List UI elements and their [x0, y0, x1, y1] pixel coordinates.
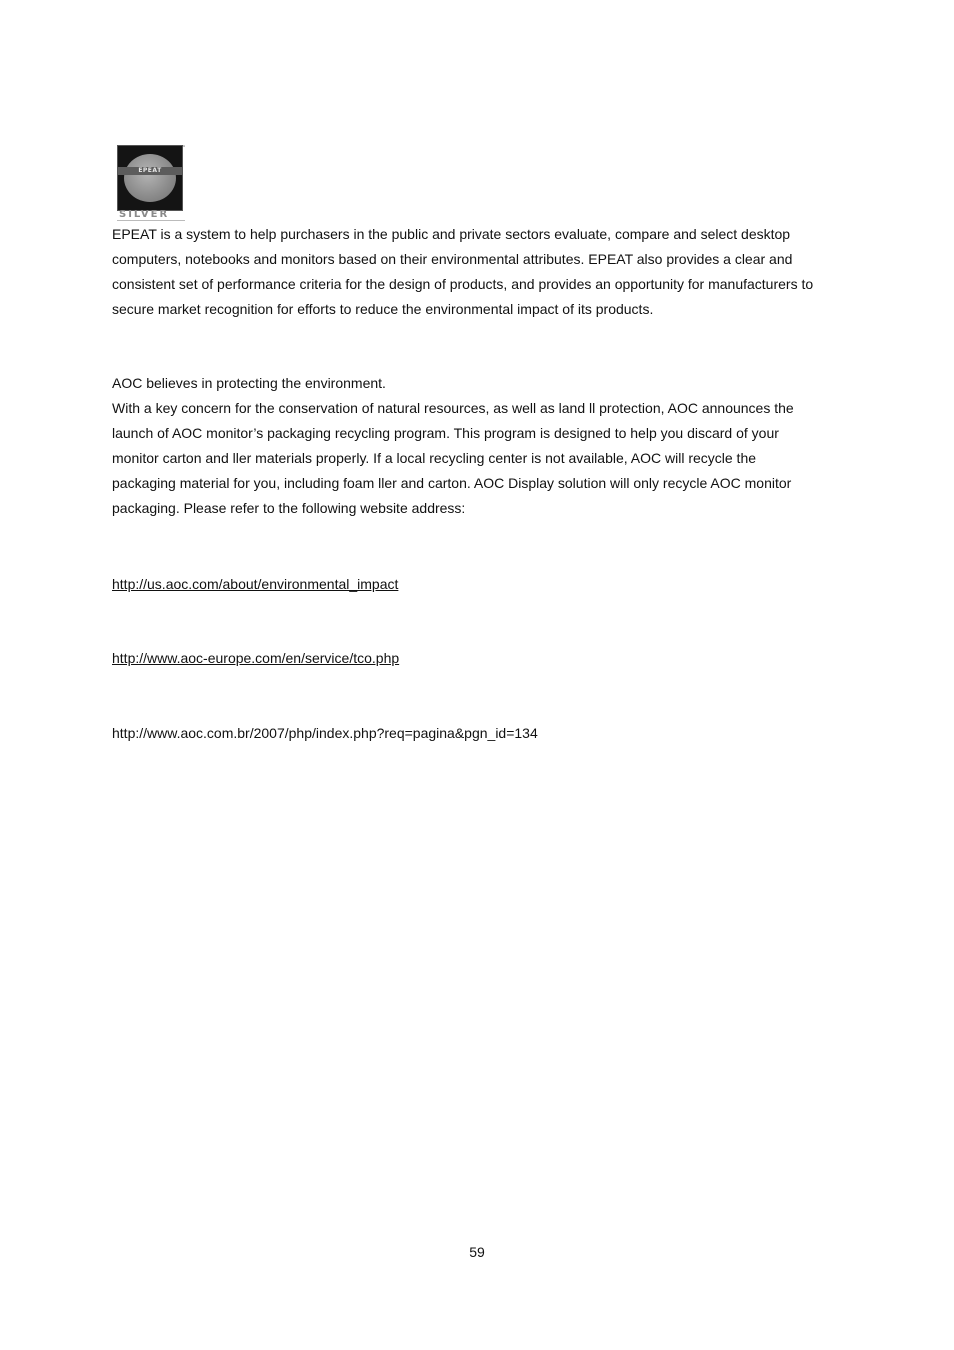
- us-environmental-link[interactable]: http://us.aoc.com/about/environmental_impact: [112, 576, 399, 592]
- paragraph-line: EPEAT is a system to help purchasers in the public and private sectors evaluate, compare and select desktop: [112, 226, 791, 242]
- epeat-logo-disc: [124, 154, 176, 202]
- paragraph-line: monitor carton and ller materials properly. If a local recycling center is not available, AOC will recycle the: [112, 450, 757, 466]
- aoc-recycling-paragraph: [112, 371, 842, 521]
- europe-service-link[interactable]: http://www.aoc-europe.com/en/service/tco.php: [112, 650, 400, 666]
- epeat-silver-logo: [117, 145, 185, 221]
- paragraph-line: packaging material for you, including foam ller and carton. AOC Display solution will only recycle AOC monitor: [112, 475, 792, 491]
- paragraph-line: With a key concern for the conservation of natural resources, as well as land ll protection, AOC announces the: [112, 400, 794, 416]
- brazil-site-url: http://www.aoc.com.br/2007/php/index.php?req=pagina&pgn_id=134: [112, 725, 538, 741]
- paragraph-line: secure market recognition for efforts to reduce the environmental impact of its products.: [112, 301, 654, 317]
- epeat-logo-trademark: ™: [181, 145, 186, 151]
- epeat-description-paragraph: [112, 222, 842, 322]
- epeat-logo-badge: [117, 145, 183, 211]
- paragraph-line: computers, notebooks and monitors based on their environmental attributes. EPEAT also provides a clear and: [112, 251, 793, 267]
- paragraph-line: consistent set of performance criteria for the design of products, and provides an opportunity for manufacturers to: [112, 276, 814, 292]
- page-number: 59: [469, 1244, 485, 1260]
- paragraph-line: launch of AOC monitor’s packaging recycling program. This program is designed to help you discard of your: [112, 425, 779, 441]
- paragraph-line: AOC believes in protecting the environment.: [112, 375, 386, 391]
- paragraph-line: packaging. Please refer to the following website address:: [112, 500, 466, 516]
- epeat-logo-tier: SILVER: [117, 209, 185, 221]
- epeat-logo-text: EPEAT: [118, 167, 182, 175]
